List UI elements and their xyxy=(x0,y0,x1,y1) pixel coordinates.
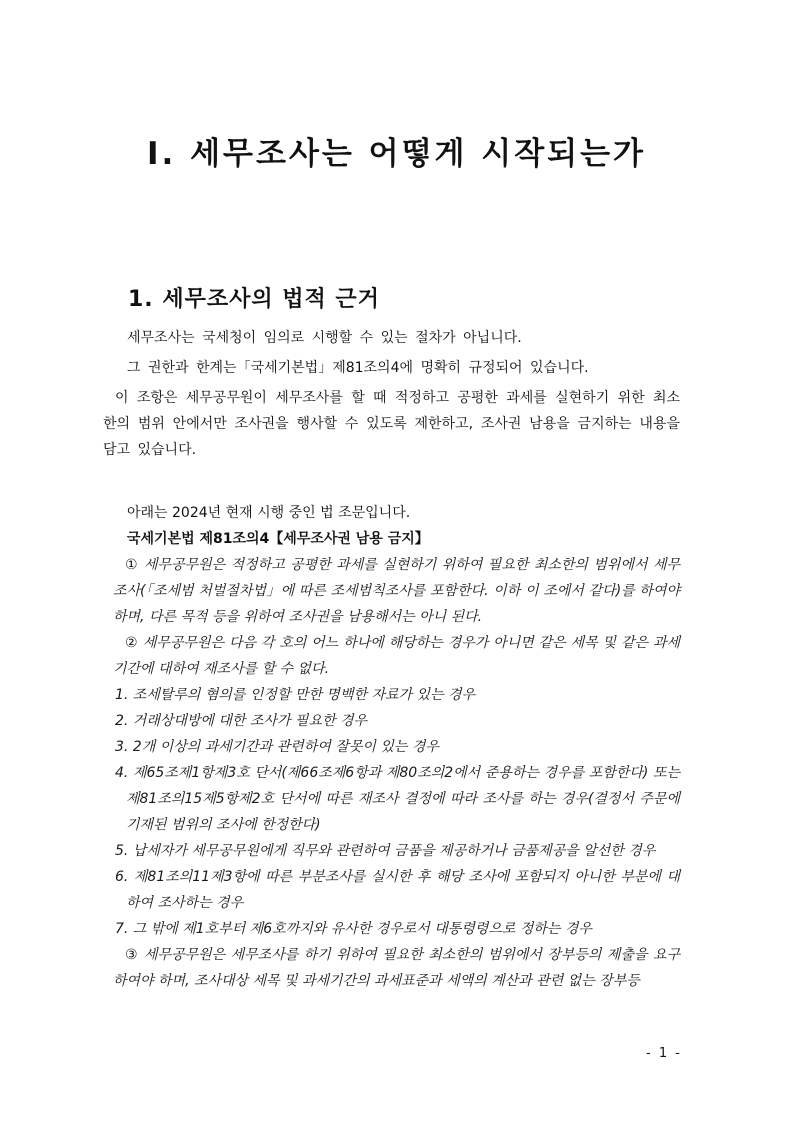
law-item: 7. 그 밖에 제1호부터 제6호까지와 유사한 경우로서 대통령령으로 정하는 경우 xyxy=(115,921,592,937)
law-article-title: 국세기본법 제81조의4【세무조사권 남용 금지】 xyxy=(127,531,429,547)
page-number: - 1 - xyxy=(646,1046,682,1061)
section-title: 1. 세무조사의 법적 근거 xyxy=(128,287,380,312)
law-item: 5. 납세자가 세무공무원에게 직무와 관련하여 금품을 제공하거나 금품제공을 알선한 경우 xyxy=(115,843,656,859)
law-paragraph-3: ③ 세무공무원은 세무조사를 하기 위하여 필요한 최소한의 범위에서 장부등의 제출을 요구하여야 하며, 조사대상 세목 및 과세기간의 과세표준과 세액의 계산과 관련 없는 장부등 xyxy=(113,947,680,989)
intro-paragraph: 세무조사는 국세청이 임의로 시행할 수 있는 절차가 아닙니다. xyxy=(127,330,522,346)
law-item: 1. 조세탈루의 혐의를 인정할 만한 명백한 자료가 있는 경우 xyxy=(115,687,476,703)
law-item: 6. 제81조의11제3항에 따른 부분조사를 실시한 후 해당 조사에 포함되지 아니한 부분에 대하여 조사하는 경우 xyxy=(115,869,680,911)
law-paragraph-1: ① 세무공무원은 적정하고 공평한 과세를 실현하기 위하여 필요한 최소한의 범위에서 세무조사(「조세범 처벌절차법」에 따른 조세범칙조사를 포함한다. 이하 이 조에서 같다)를 하여야 하며, 다른 목적 등을 위하여 조사권을 남용해서는 아니 된다. xyxy=(113,557,680,625)
document-body xyxy=(103,325,680,994)
law-text xyxy=(115,552,680,994)
law-item: 2. 거래상대방에 대한 조사가 필요한 경우 xyxy=(115,713,367,729)
law-item: 4. 제65조제1항제3호 단서(제66조제6항과 제80조의2에서 준용하는 경우를 포함한다) 또는 제81조의15제5항제2호 단서에 따른 재조사 결정에 따라 조사를 하는 경우(결정서 주문에 기재된 범위의 조사에 한정한다) xyxy=(115,765,680,833)
law-item: 3. 2개 이상의 과세기간과 관련하여 잘못이 있는 경우 xyxy=(115,739,439,755)
intro-paragraph: 이 조항은 세무공무원이 세무조사를 할 때 적정하고 공평한 과세를 실현하기 위한 최소한의 범위 안에서만 조사권을 행사할 수 있도록 제한하고, 조사권 남용을 금지하는 내용을 담고 있습니다. xyxy=(103,390,680,458)
law-preface: 아래는 2024년 현재 시행 중인 법 조문입니다. xyxy=(127,505,411,521)
chapter-title: Ⅰ. 세무조사는 어떻게 시작되는가 xyxy=(147,136,646,172)
intro-text xyxy=(103,325,680,463)
intro-paragraph: 그 권한과 한계는「국세기본법」제81조의4에 명확히 규정되어 있습니다. xyxy=(127,360,589,376)
law-paragraph-2: ② 세무공무원은 다음 각 호의 어느 하나에 해당하는 경우가 아니면 같은 세목 및 같은 과세기간에 대하여 재조사를 할 수 없다. xyxy=(113,635,680,677)
